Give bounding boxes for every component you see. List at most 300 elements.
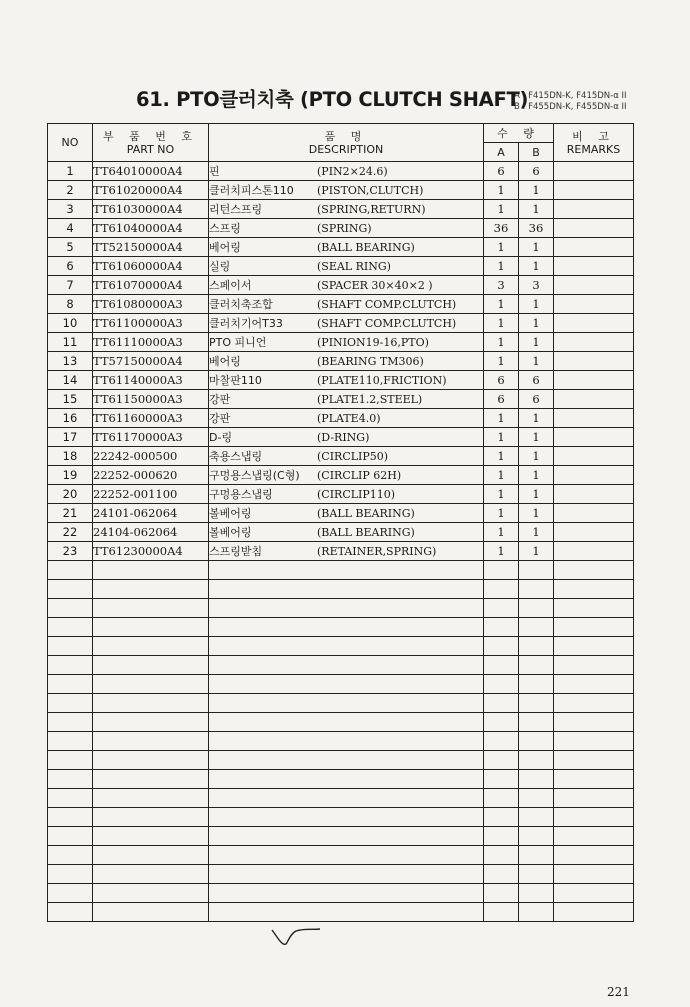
row-part-no: TT61230000A4 (93, 542, 209, 561)
row-qty-b: 1 (519, 447, 554, 466)
row-qty-a: 6 (484, 162, 519, 181)
row-qty-b: 36 (519, 219, 554, 238)
table-row (48, 162, 634, 181)
table-row (48, 428, 634, 447)
page-header (0, 84, 690, 124)
header-description (209, 124, 484, 162)
header-qty-a: A (484, 143, 519, 162)
empty-cell (484, 808, 519, 827)
row-description-ko: 클러치축조합 (209, 298, 273, 311)
empty-cell (48, 656, 93, 675)
row-description-ko: 스페이서 (209, 279, 252, 292)
row-description-ko: 베어링 (209, 241, 241, 254)
empty-cell (484, 561, 519, 580)
row-qty-b: 1 (519, 295, 554, 314)
row-description-ko: 마찰판110 (209, 374, 262, 387)
row-no: 21 (48, 504, 93, 523)
empty-table-row (48, 865, 634, 884)
empty-cell (93, 561, 209, 580)
row-qty-a: 6 (484, 390, 519, 409)
empty-cell (554, 656, 634, 675)
row-part-no: 24104-062064 (93, 523, 209, 542)
empty-cell (48, 694, 93, 713)
row-description (209, 409, 484, 428)
row-no: 22 (48, 523, 93, 542)
row-part-no: TT61170000A3 (93, 428, 209, 447)
empty-cell (484, 656, 519, 675)
row-no: 4 (48, 219, 93, 238)
page-title: 61. PTO클러치축 (PTO CLUTCH SHAFT) (136, 88, 529, 111)
row-qty-a: 1 (484, 181, 519, 200)
row-description-en: (PINION19-16,PTO) (317, 336, 429, 349)
parts-table (47, 123, 634, 922)
row-description-ko: 강판 (209, 393, 231, 406)
empty-cell (519, 789, 554, 808)
row-qty-b: 1 (519, 466, 554, 485)
empty-table-row (48, 827, 634, 846)
empty-cell (554, 903, 634, 922)
empty-cell (48, 789, 93, 808)
empty-cell (554, 865, 634, 884)
row-description-ko: 축용스냅링 (209, 450, 263, 463)
row-part-no: TT64010000A4 (93, 162, 209, 181)
empty-cell (48, 770, 93, 789)
empty-cell (209, 599, 484, 618)
header-no: NO (48, 124, 93, 162)
row-qty-a: 1 (484, 504, 519, 523)
empty-cell (519, 808, 554, 827)
row-remarks (554, 542, 634, 561)
table-row (48, 390, 634, 409)
empty-cell (93, 751, 209, 770)
row-part-no: TT61060000A4 (93, 257, 209, 276)
empty-cell (554, 808, 634, 827)
row-qty-b: 1 (519, 428, 554, 447)
empty-cell (484, 751, 519, 770)
row-qty-a: 1 (484, 447, 519, 466)
empty-cell (93, 827, 209, 846)
row-part-no: TT61110000A3 (93, 333, 209, 352)
table-row (48, 447, 634, 466)
row-qty-a: 1 (484, 409, 519, 428)
row-description-en: (CIRCLIP50) (317, 450, 389, 463)
row-description (209, 200, 484, 219)
empty-cell (554, 580, 634, 599)
table-row (48, 409, 634, 428)
empty-table-row (48, 789, 634, 808)
empty-cell (209, 656, 484, 675)
empty-cell (554, 599, 634, 618)
row-part-no: TT61040000A4 (93, 219, 209, 238)
row-qty-a: 1 (484, 523, 519, 542)
empty-cell (519, 637, 554, 656)
empty-cell (48, 846, 93, 865)
row-remarks (554, 409, 634, 428)
row-description (209, 295, 484, 314)
empty-cell (209, 561, 484, 580)
empty-cell (519, 884, 554, 903)
empty-cell (554, 694, 634, 713)
empty-cell (484, 789, 519, 808)
row-qty-b: 1 (519, 200, 554, 219)
empty-cell (209, 732, 484, 751)
empty-cell (209, 580, 484, 599)
empty-cell (48, 903, 93, 922)
empty-cell (209, 694, 484, 713)
row-description-en: (BALL BEARING) (317, 526, 415, 539)
empty-table-row (48, 732, 634, 751)
empty-table-row (48, 808, 634, 827)
empty-cell (93, 599, 209, 618)
row-qty-b: 1 (519, 523, 554, 542)
header-remarks-en: REMARKS (566, 142, 621, 156)
empty-cell (48, 580, 93, 599)
row-qty-a: 1 (484, 295, 519, 314)
empty-cell (93, 675, 209, 694)
parts-table-body (48, 162, 634, 922)
row-no: 3 (48, 200, 93, 219)
handwritten-mark (268, 924, 324, 950)
row-qty-a: 1 (484, 466, 519, 485)
empty-cell (484, 884, 519, 903)
empty-cell (209, 637, 484, 656)
header-description-en: DESCRIPTION (308, 142, 384, 156)
empty-table-row (48, 675, 634, 694)
row-description (209, 371, 484, 390)
row-remarks (554, 238, 634, 257)
empty-cell (93, 713, 209, 732)
empty-cell (93, 694, 209, 713)
table-row (48, 485, 634, 504)
row-description-ko: 볼베어링 (209, 507, 252, 520)
empty-cell (519, 751, 554, 770)
row-description-ko: 강판 (209, 412, 231, 425)
row-qty-a: 6 (484, 371, 519, 390)
empty-cell (93, 808, 209, 827)
row-description-ko: 구멍용스냅링 (209, 488, 273, 501)
row-part-no: TT57150000A4 (93, 352, 209, 371)
row-qty-b: 1 (519, 257, 554, 276)
row-part-no: TT61020000A4 (93, 181, 209, 200)
empty-cell (554, 770, 634, 789)
row-description (209, 238, 484, 257)
empty-cell (554, 732, 634, 751)
empty-cell (209, 789, 484, 808)
empty-cell (519, 713, 554, 732)
empty-cell (519, 846, 554, 865)
row-description-ko: 실링 (209, 260, 231, 273)
empty-cell (519, 675, 554, 694)
empty-cell (484, 732, 519, 751)
empty-cell (554, 713, 634, 732)
row-remarks (554, 314, 634, 333)
row-description-ko: 베어링 (209, 355, 241, 368)
table-row (48, 352, 634, 371)
row-description (209, 523, 484, 542)
row-qty-b: 1 (519, 314, 554, 333)
row-description (209, 352, 484, 371)
row-description-en: (PIN2×24.6) (317, 165, 388, 178)
row-part-no: TT61160000A3 (93, 409, 209, 428)
row-description-en: (PLATE110,FRICTION) (317, 374, 447, 387)
empty-cell (554, 751, 634, 770)
row-description (209, 466, 484, 485)
empty-cell (484, 865, 519, 884)
row-qty-a: 1 (484, 257, 519, 276)
row-description-en: (CIRCLIP 62H) (317, 469, 402, 482)
row-qty-a: 1 (484, 333, 519, 352)
empty-table-row (48, 694, 634, 713)
row-remarks (554, 371, 634, 390)
empty-cell (93, 637, 209, 656)
table-row (48, 200, 634, 219)
table-row (48, 276, 634, 295)
empty-cell (554, 561, 634, 580)
empty-cell (48, 675, 93, 694)
empty-cell (484, 580, 519, 599)
empty-cell (484, 827, 519, 846)
table-row (48, 181, 634, 200)
empty-table-row (48, 713, 634, 732)
empty-cell (209, 846, 484, 865)
row-no: 8 (48, 295, 93, 314)
empty-cell (519, 618, 554, 637)
table-row (48, 238, 634, 257)
row-no: 5 (48, 238, 93, 257)
row-qty-a: 1 (484, 542, 519, 561)
row-part-no: TT61070000A4 (93, 276, 209, 295)
row-description-en: (PLATE4.0) (317, 412, 381, 425)
row-qty-b: 1 (519, 409, 554, 428)
empty-cell (519, 732, 554, 751)
row-qty-a: 3 (484, 276, 519, 295)
row-qty-b: 6 (519, 371, 554, 390)
empty-cell (484, 637, 519, 656)
empty-cell (48, 865, 93, 884)
row-qty-a: 1 (484, 428, 519, 447)
empty-cell (48, 599, 93, 618)
empty-cell (93, 580, 209, 599)
empty-cell (484, 713, 519, 732)
table-row (48, 523, 634, 542)
row-description-ko: 리턴스프링 (209, 203, 263, 216)
row-no: 2 (48, 181, 93, 200)
empty-table-row (48, 656, 634, 675)
row-description-en: (SPACER 30×40×2 ) (317, 279, 433, 292)
row-no: 1 (48, 162, 93, 181)
empty-cell (519, 827, 554, 846)
empty-cell (209, 903, 484, 922)
empty-cell (484, 770, 519, 789)
empty-cell (48, 637, 93, 656)
row-description-en: (BEARING TM306) (317, 355, 424, 368)
row-qty-b: 6 (519, 390, 554, 409)
empty-cell (93, 903, 209, 922)
empty-cell (554, 789, 634, 808)
empty-table-row (48, 580, 634, 599)
empty-cell (93, 846, 209, 865)
empty-cell (209, 751, 484, 770)
row-no: 18 (48, 447, 93, 466)
empty-cell (209, 618, 484, 637)
empty-table-row (48, 561, 634, 580)
header-quantity-ko: 수 량 (497, 126, 540, 140)
model-legend-a: A : F415DN-K, F415DN-α II (514, 91, 627, 101)
empty-cell (48, 884, 93, 903)
row-part-no: 24101-062064 (93, 504, 209, 523)
empty-cell (484, 903, 519, 922)
row-description (209, 257, 484, 276)
row-no: 17 (48, 428, 93, 447)
table-row (48, 295, 634, 314)
row-no: 14 (48, 371, 93, 390)
table-row (48, 314, 634, 333)
empty-cell (93, 770, 209, 789)
empty-cell (93, 884, 209, 903)
empty-cell (519, 599, 554, 618)
row-part-no: TT61150000A3 (93, 390, 209, 409)
row-description-en: (PISTON,CLUTCH) (317, 184, 424, 197)
model-legend-b: B : F455DN-K, F455DN-α II (514, 102, 627, 112)
row-description-en: (PLATE1.2,STEEL) (317, 393, 423, 406)
empty-table-row (48, 599, 634, 618)
row-part-no: TT61080000A3 (93, 295, 209, 314)
row-description-en: (SEAL RING) (317, 260, 391, 273)
header-quantity (484, 124, 554, 143)
row-remarks (554, 352, 634, 371)
row-description (209, 219, 484, 238)
empty-table-row (48, 751, 634, 770)
row-description-ko: 핀 (209, 165, 220, 178)
row-qty-a: 36 (484, 219, 519, 238)
row-description-en: (CIRCLIP110) (317, 488, 396, 501)
empty-cell (484, 846, 519, 865)
row-qty-b: 1 (519, 542, 554, 561)
header-part-no (93, 124, 209, 162)
row-part-no: TT61100000A3 (93, 314, 209, 333)
empty-cell (48, 732, 93, 751)
empty-cell (48, 808, 93, 827)
empty-table-row (48, 637, 634, 656)
row-description (209, 181, 484, 200)
row-description-ko: 스프링받침 (209, 545, 263, 558)
empty-cell (519, 770, 554, 789)
row-remarks (554, 333, 634, 352)
empty-cell (519, 694, 554, 713)
empty-cell (554, 675, 634, 694)
row-description-ko: 구멍용스냅링(C형) (209, 469, 300, 482)
empty-cell (48, 827, 93, 846)
empty-cell (209, 770, 484, 789)
empty-cell (554, 846, 634, 865)
row-part-no: 22242-000500 (93, 447, 209, 466)
table-row (48, 466, 634, 485)
row-qty-b: 6 (519, 162, 554, 181)
row-qty-a: 1 (484, 314, 519, 333)
row-no: 11 (48, 333, 93, 352)
row-remarks (554, 428, 634, 447)
row-remarks (554, 162, 634, 181)
row-qty-b: 1 (519, 333, 554, 352)
row-description-en: (RETAINER,SPRING) (317, 545, 437, 558)
empty-cell (484, 675, 519, 694)
row-no: 20 (48, 485, 93, 504)
empty-cell (554, 884, 634, 903)
row-qty-a: 1 (484, 238, 519, 257)
row-description-ko: 클러치기어T33 (209, 317, 283, 330)
row-no: 19 (48, 466, 93, 485)
row-description (209, 542, 484, 561)
row-description (209, 504, 484, 523)
empty-cell (48, 713, 93, 732)
empty-cell (484, 599, 519, 618)
empty-cell (209, 675, 484, 694)
row-description (209, 162, 484, 181)
row-description-en: (D-RING) (317, 431, 370, 444)
table-row (48, 333, 634, 352)
empty-cell (519, 903, 554, 922)
empty-cell (93, 656, 209, 675)
row-description-en: (SHAFT COMP.CLUTCH) (317, 317, 457, 330)
row-part-no: TT52150000A4 (93, 238, 209, 257)
empty-table-row (48, 903, 634, 922)
empty-cell (93, 732, 209, 751)
empty-table-row (48, 846, 634, 865)
row-description (209, 276, 484, 295)
empty-table-row (48, 884, 634, 903)
row-remarks (554, 466, 634, 485)
empty-cell (209, 827, 484, 846)
row-description-en: (SPRING) (317, 222, 372, 235)
row-qty-a: 1 (484, 485, 519, 504)
row-remarks (554, 390, 634, 409)
empty-cell (519, 865, 554, 884)
empty-cell (93, 865, 209, 884)
empty-table-row (48, 770, 634, 789)
empty-cell (519, 580, 554, 599)
row-qty-b: 1 (519, 181, 554, 200)
row-qty-b: 1 (519, 238, 554, 257)
row-remarks (554, 200, 634, 219)
empty-cell (209, 808, 484, 827)
row-no: 10 (48, 314, 93, 333)
row-description-ko: 스프링 (209, 222, 241, 235)
row-remarks (554, 504, 634, 523)
empty-cell (484, 618, 519, 637)
row-description (209, 447, 484, 466)
row-description (209, 314, 484, 333)
row-remarks (554, 219, 634, 238)
row-no: 6 (48, 257, 93, 276)
row-remarks (554, 257, 634, 276)
row-remarks (554, 181, 634, 200)
row-description-en: (SHAFT COMP.CLUTCH) (317, 298, 457, 311)
row-description-ko: 클러치피스톤110 (209, 184, 294, 197)
header-part-no-ko: 부 품 번 호 (103, 129, 198, 143)
empty-cell (93, 618, 209, 637)
empty-cell (48, 561, 93, 580)
row-remarks (554, 485, 634, 504)
row-qty-b: 3 (519, 276, 554, 295)
row-description-en: (BALL BEARING) (317, 507, 415, 520)
empty-cell (484, 694, 519, 713)
page-number: 221 (607, 985, 630, 999)
row-no: 15 (48, 390, 93, 409)
table-row (48, 504, 634, 523)
row-part-no: 22252-001100 (93, 485, 209, 504)
row-description (209, 390, 484, 409)
header-remarks-ko: 비 고 (572, 129, 615, 143)
